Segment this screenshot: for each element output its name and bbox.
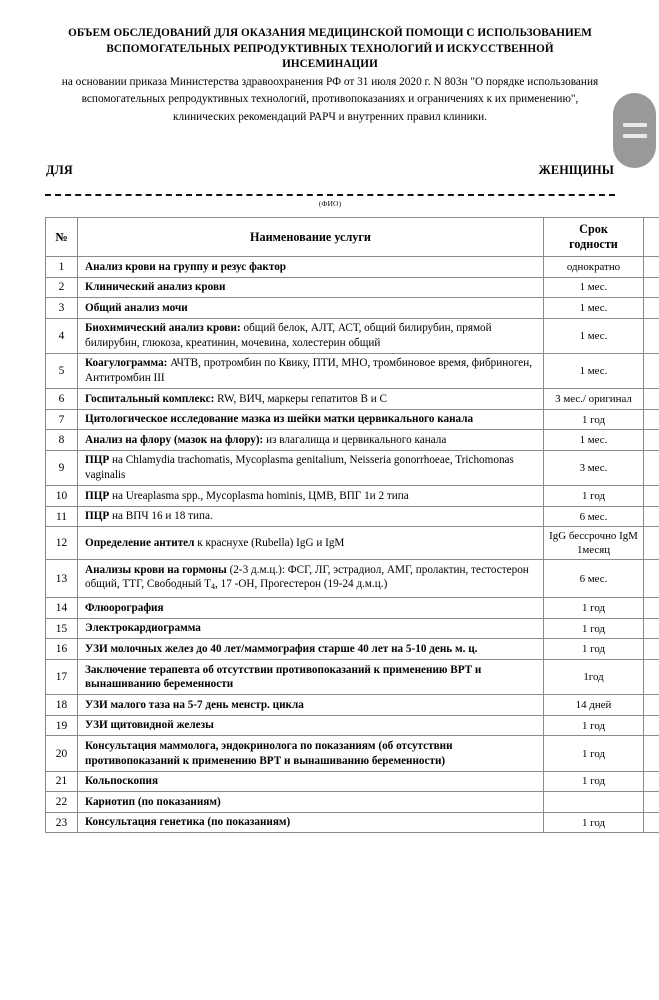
cell-row-number: 6 — [46, 389, 78, 410]
cell-row-number: 5 — [46, 353, 78, 388]
table-row — [46, 318, 659, 353]
cell-spacer — [644, 598, 659, 619]
table-row — [46, 639, 659, 660]
cell-service-name: Анализ крови на группу и резус фактор — [78, 257, 544, 278]
table-row — [46, 277, 659, 298]
cell-spacer — [644, 318, 659, 353]
cell-row-number: 12 — [46, 527, 78, 560]
table-row — [46, 598, 659, 619]
table-row — [46, 812, 659, 833]
cell-spacer — [644, 771, 659, 792]
cell-spacer — [644, 450, 659, 485]
cell-row-number: 4 — [46, 318, 78, 353]
table-row — [46, 506, 659, 527]
cell-validity-period — [544, 792, 644, 813]
column-header-number: № — [46, 218, 78, 257]
table-row — [46, 257, 659, 278]
cell-validity-period: 1 мес. — [544, 353, 644, 388]
cell-row-number: 11 — [46, 506, 78, 527]
document-header — [46, 26, 614, 126]
cell-row-number: 19 — [46, 715, 78, 736]
cell-validity-period: 6 мес. — [544, 506, 644, 527]
cell-spacer — [644, 277, 659, 298]
table-row — [46, 389, 659, 410]
table-row — [46, 353, 659, 388]
cell-validity-period: однократно — [544, 257, 644, 278]
cell-spacer — [644, 298, 659, 319]
cell-row-number: 8 — [46, 430, 78, 451]
cell-spacer — [644, 695, 659, 716]
cell-service-name: Анализы крови на гормоны (2-3 д.м.ц.): ФСГ, ЛГ, эстрадиол, АМГ, пролактин, тестостерон общий, ТТГ, Свободный $Т_4$, 17 -ОН, Прогестерон (19-24 д.м.ц.) — [78, 560, 544, 598]
table-header-row — [46, 218, 659, 257]
recipient-label: ДЛЯ — [46, 163, 73, 177]
cell-validity-period: 14 дней — [544, 695, 644, 716]
recipient-row — [46, 163, 614, 178]
cell-service-name: Анализ на флору (мазок на флору): из влагалища и цервикального канала — [78, 430, 544, 451]
cell-spacer — [644, 812, 659, 833]
drag-handle-bar-top — [623, 123, 647, 127]
cell-validity-period: 1 год — [544, 486, 644, 507]
cell-service-name: Кариотип (по показаниям) — [78, 792, 544, 813]
cell-service-name: Консультация маммолога, эндокринолога по показаниям (об отсутствии противопоказаний к применению ВРТ и вынашиванию беременности) — [78, 736, 544, 771]
page-title-line-3: ИНСЕМИНАЦИИ — [282, 58, 378, 71]
cell-row-number: 13 — [46, 560, 78, 598]
table-row — [46, 409, 659, 430]
cell-service-name: Клинический анализ крови — [78, 277, 544, 298]
table-row — [46, 450, 659, 485]
cell-row-number: 14 — [46, 598, 78, 619]
cell-row-number: 15 — [46, 618, 78, 639]
cell-service-name: Электрокардиограмма — [78, 618, 544, 639]
cell-spacer — [644, 353, 659, 388]
table-row — [46, 618, 659, 639]
cell-spacer — [644, 506, 659, 527]
cell-validity-period: 1 мес. — [544, 298, 644, 319]
column-header-spacer — [644, 218, 659, 257]
column-header-validity-line-1: Срок — [579, 222, 608, 236]
cell-service-name: ПЦР на ВПЧ 16 и 18 типа. — [78, 506, 544, 527]
drag-handle-bar-bottom — [623, 134, 647, 138]
document-subtitle: на основании приказа Министерства здравоохранения РФ от 31 июля 2020 г. N 803н "О порядке использования вспомогательных репродуктивных технологий, противопоказаниях и ограничениях к их применению", клинических рекомендаций РАРЧ и внутренних правил клиники. — [61, 76, 599, 123]
cell-validity-period: 1 год — [544, 736, 644, 771]
cell-spacer — [644, 389, 659, 410]
cell-spacer — [644, 257, 659, 278]
cell-service-name: УЗИ малого таза на 5-7 день менстр. цикла — [78, 695, 544, 716]
services-table-body — [46, 257, 659, 833]
cell-validity-period: 1 год — [544, 715, 644, 736]
cell-row-number: 1 — [46, 257, 78, 278]
cell-service-name: Общий анализ мочи — [78, 298, 544, 319]
cell-validity-period: 1 год — [544, 598, 644, 619]
cell-row-number: 23 — [46, 812, 78, 833]
cell-service-name: Госпитальный комплекс: RW, ВИЧ, маркеры гепатитов В и С — [78, 389, 544, 410]
cell-row-number: 21 — [46, 771, 78, 792]
cell-validity-period: 1 год — [544, 409, 644, 430]
cell-spacer — [644, 792, 659, 813]
cell-spacer — [644, 715, 659, 736]
cell-service-name: Цитологическое исследование мазка из шейки матки цервикального канала — [78, 409, 544, 430]
cell-spacer — [644, 560, 659, 598]
table-row — [46, 430, 659, 451]
table-row — [46, 560, 659, 598]
cell-validity-period: 1год — [544, 660, 644, 695]
cell-row-number: 20 — [46, 736, 78, 771]
cell-service-name: ПЦР на Chlamydia trachomatis, Mycoplasma genitalium, Neisseria gonorrhoeae, Trichomonas vaginalis — [78, 450, 544, 485]
fio-signature-line — [45, 194, 615, 196]
cell-row-number: 7 — [46, 409, 78, 430]
cell-validity-period: 6 мес. — [544, 560, 644, 598]
table-row — [46, 695, 659, 716]
table-row — [46, 715, 659, 736]
cell-service-name: Флюорография — [78, 598, 544, 619]
cell-row-number: 2 — [46, 277, 78, 298]
table-row — [46, 771, 659, 792]
cell-service-name: Заключение терапевта об отсутствии противопоказаний к применению ВРТ и вынашиванию беременности — [78, 660, 544, 695]
recipient-value: ЖЕНЩИНЫ — [538, 163, 614, 177]
column-header-validity — [544, 218, 644, 257]
cell-validity-period: 1 год — [544, 812, 644, 833]
cell-service-name: Кольпоскопия — [78, 771, 544, 792]
cell-validity-period: 1 мес. — [544, 430, 644, 451]
table-row — [46, 660, 659, 695]
cell-row-number: 17 — [46, 660, 78, 695]
cell-validity-period: 3 мес. — [544, 450, 644, 485]
cell-row-number: 22 — [46, 792, 78, 813]
page-title-line-1: ОБЪЕМ ОБСЛЕДОВАНИЙ ДЛЯ ОКАЗАНИЯ МЕДИЦИНСКОЙ ПОМОЩИ С ИСПОЛЬЗОВАНИЕМ — [68, 27, 592, 39]
cell-spacer — [644, 409, 659, 430]
cell-validity-period: IgG бессрочно IgM 1месяц — [544, 527, 644, 560]
cell-service-name: Консультация генетика (по показаниям) — [78, 812, 544, 833]
cell-spacer — [644, 736, 659, 771]
cell-service-name: УЗИ молочных желез до 40 лет/маммография старше 40 лет на 5-10 день м. ц. — [78, 639, 544, 660]
cell-row-number: 16 — [46, 639, 78, 660]
cell-spacer — [644, 430, 659, 451]
table-row — [46, 736, 659, 771]
page-title — [46, 26, 614, 73]
services-table-head — [46, 218, 659, 257]
cell-spacer — [644, 660, 659, 695]
fio-caption: (ФИО) — [318, 199, 342, 208]
cell-validity-period: 1 год — [544, 639, 644, 660]
cell-spacer — [644, 639, 659, 660]
cell-spacer — [644, 527, 659, 560]
cell-validity-period: 1 год — [544, 618, 644, 639]
services-table — [45, 217, 659, 833]
table-row — [46, 486, 659, 507]
column-header-service-name: Наименование услуги — [78, 218, 544, 257]
cell-service-name: Биохимический анализ крови: общий белок, АЛТ, АСТ, общий билирубин, прямой билирубин, глюкоза, креатинин, мочевина, холестерин общий — [78, 318, 544, 353]
cell-validity-period: 1 мес. — [544, 318, 644, 353]
cell-service-name: УЗИ щитовидной железы — [78, 715, 544, 736]
cell-validity-period: 1 год — [544, 771, 644, 792]
page-title-line-2: ВСПОМОГАТЕЛЬНЫХ РЕПРОДУКТИВНЫХ ТЕХНОЛОГИЙ И ИСКУССТВЕННОЙ — [106, 42, 554, 55]
table-row — [46, 298, 659, 319]
table-row — [46, 527, 659, 560]
table-row — [46, 792, 659, 813]
drag-handle-icon[interactable] — [613, 93, 656, 168]
cell-row-number: 3 — [46, 298, 78, 319]
cell-validity-period: 1 мес. — [544, 277, 644, 298]
cell-service-name: Коагулограмма: АЧТВ, протромбин по Квику, ПТИ, МНО, тромбиновое время, фибриноген, Антитромбин III — [78, 353, 544, 388]
cell-validity-period: 3 мес./ оригинал — [544, 389, 644, 410]
cell-service-name: ПЦР на Ureaplasma spp., Mycoplasma hominis, ЦМВ, ВПГ 1и 2 типа — [78, 486, 544, 507]
cell-spacer — [644, 486, 659, 507]
column-header-validity-line-2: годности — [569, 237, 618, 251]
cell-spacer — [644, 618, 659, 639]
cell-row-number: 18 — [46, 695, 78, 716]
cell-service-name: Определение антител к краснухе (Rubella) IgG и IgM — [78, 527, 544, 560]
cell-row-number: 10 — [46, 486, 78, 507]
cell-row-number: 9 — [46, 450, 78, 485]
